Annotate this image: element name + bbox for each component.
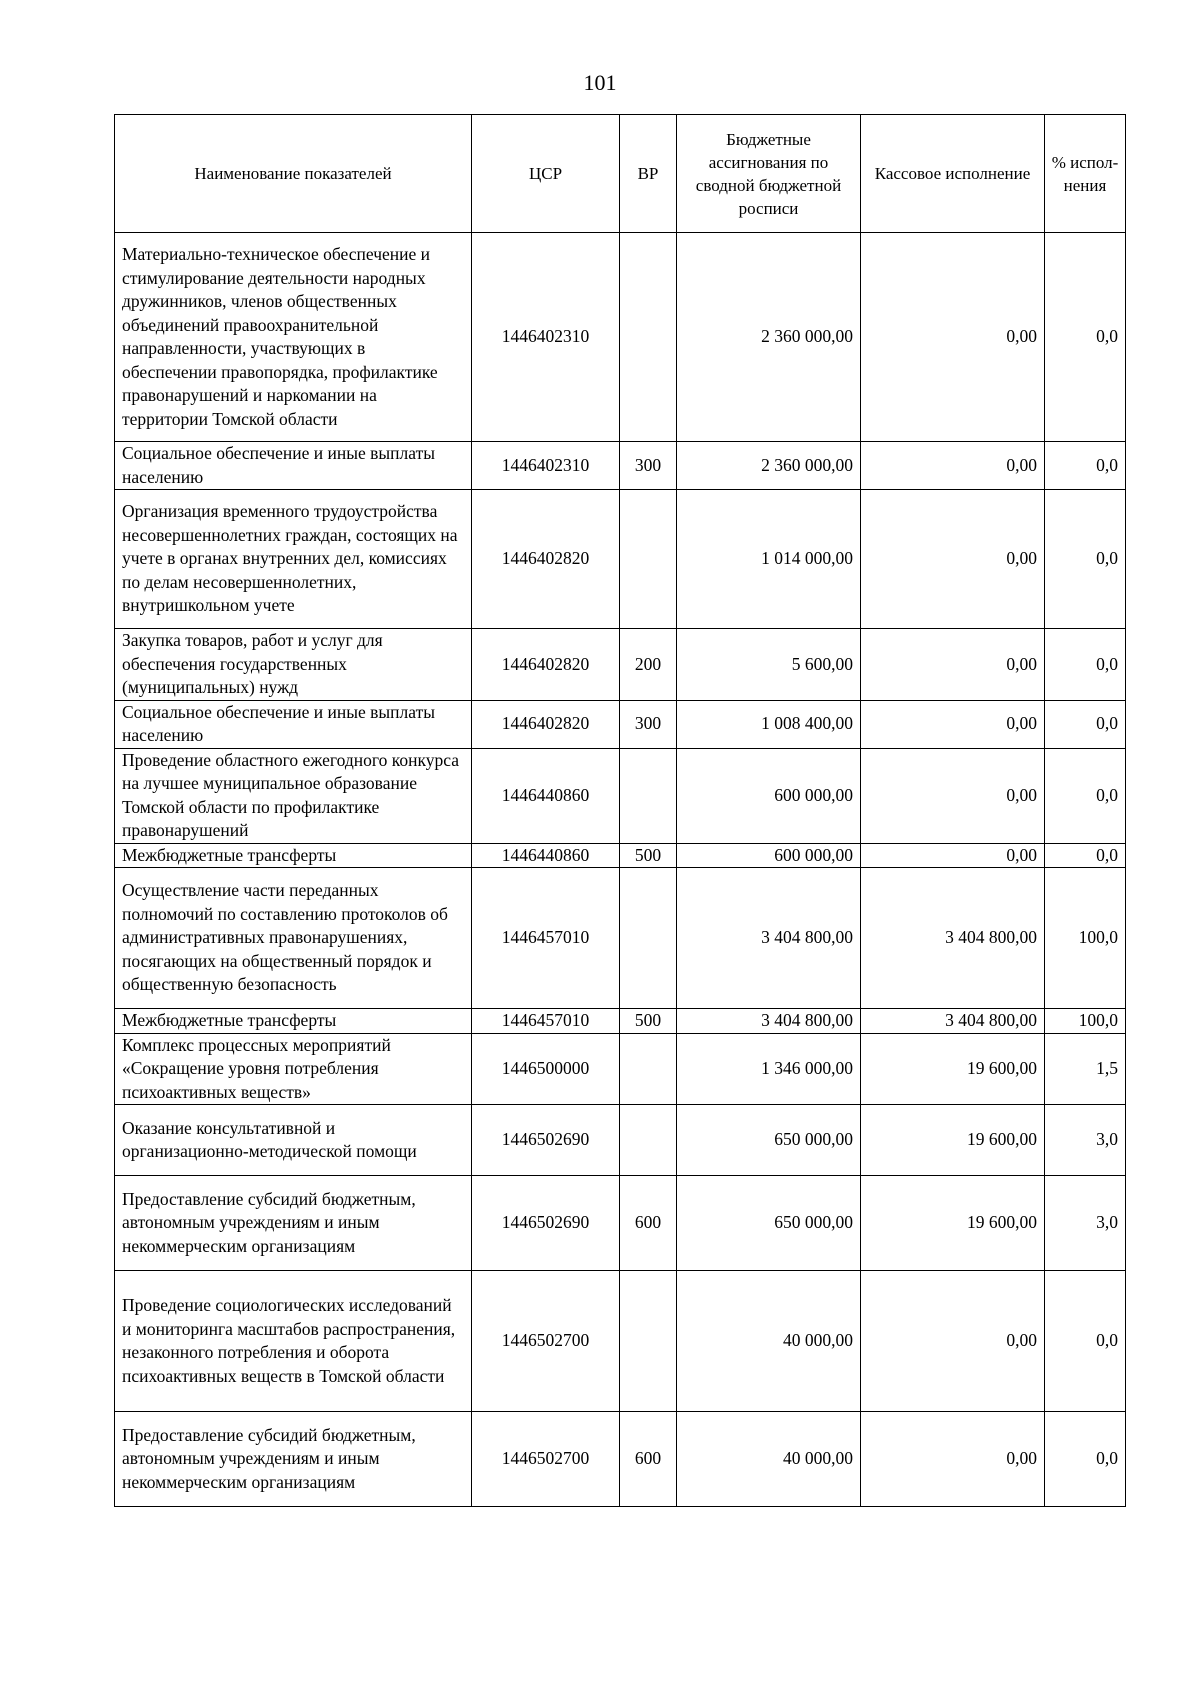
row-csr: 1446502690 bbox=[472, 1105, 620, 1176]
table-row bbox=[115, 490, 1126, 629]
row-csr: 1446502700 bbox=[472, 1271, 620, 1412]
row-csr: 1446440860 bbox=[472, 748, 620, 843]
table-row bbox=[115, 1412, 1126, 1507]
row-name: Осуществление части переданных полномочий по составлению протоколов об административных правонарушениях, посягающих на общественный порядок и общественную безопасность bbox=[115, 868, 472, 1009]
row-cash: 3 404 800,00 bbox=[861, 1009, 1045, 1034]
table-row bbox=[115, 1176, 1126, 1271]
row-name: Межбюджетные трансферты bbox=[115, 1009, 472, 1034]
row-cash: 19 600,00 bbox=[861, 1105, 1045, 1176]
row-csr: 1446402820 bbox=[472, 700, 620, 748]
row-csr: 1446502690 bbox=[472, 1176, 620, 1271]
budget-table bbox=[114, 114, 1126, 1507]
row-vr: 300 bbox=[620, 700, 677, 748]
row-name: Социальное обеспечение и иные выплаты населению bbox=[115, 442, 472, 490]
row-csr: 1446457010 bbox=[472, 868, 620, 1009]
row-vr bbox=[620, 1271, 677, 1412]
header-csr: ЦСР bbox=[472, 115, 620, 233]
row-vr bbox=[620, 1105, 677, 1176]
row-name: Организация временного трудоустройства несовершеннолетних граждан, состоящих на учете в органах внутренних дел, комиссиях по делам несовершеннолетних, внутришкольном учете bbox=[115, 490, 472, 629]
row-name: Закупка товаров, работ и услуг для обеспечения государственных (муниципальных) нужд bbox=[115, 629, 472, 701]
header-budget: Бюджетные ассигнования по сводной бюджетной росписи bbox=[677, 115, 861, 233]
row-pct: 100,0 bbox=[1045, 868, 1126, 1009]
row-csr: 1446402310 bbox=[472, 442, 620, 490]
row-cash: 0,00 bbox=[861, 442, 1045, 490]
row-name: Проведение областного ежегодного конкурса на лучшее муниципальное образование Томской области по профилактике правонарушений bbox=[115, 748, 472, 843]
row-cash: 0,00 bbox=[861, 233, 1045, 442]
row-vr bbox=[620, 490, 677, 629]
row-cash: 0,00 bbox=[861, 1271, 1045, 1412]
row-vr: 300 bbox=[620, 442, 677, 490]
row-csr: 1446402310 bbox=[472, 233, 620, 442]
row-name: Оказание консультативной и организационно-методической помощи bbox=[115, 1105, 472, 1176]
header-cash: Кассовое исполнение bbox=[861, 115, 1045, 233]
row-budget: 40 000,00 bbox=[677, 1271, 861, 1412]
row-pct: 0,0 bbox=[1045, 700, 1126, 748]
row-cash: 0,00 bbox=[861, 843, 1045, 868]
row-name: Материально-техническое обеспечение и стимулирование деятельности народных дружинников, членов общественных объединений правоохранительной направленности, участвующих в обеспечении правопорядка, профилактике правонарушений и наркомании на территории Томской области bbox=[115, 233, 472, 442]
row-budget: 2 360 000,00 bbox=[677, 233, 861, 442]
row-cash: 0,00 bbox=[861, 490, 1045, 629]
row-name: Комплекс процессных мероприятий «Сокращение уровня потребления психоактивных веществ» bbox=[115, 1033, 472, 1105]
row-budget: 2 360 000,00 bbox=[677, 442, 861, 490]
row-pct: 3,0 bbox=[1045, 1105, 1126, 1176]
row-vr: 600 bbox=[620, 1176, 677, 1271]
row-cash: 19 600,00 bbox=[861, 1176, 1045, 1271]
table-header-row bbox=[115, 115, 1126, 233]
row-vr: 200 bbox=[620, 629, 677, 701]
row-name: Социальное обеспечение и иные выплаты населению bbox=[115, 700, 472, 748]
row-cash: 0,00 bbox=[861, 1412, 1045, 1507]
row-name: Предоставление субсидий бюджетным, автономным учреждениям и иным некоммерческим организациям bbox=[115, 1412, 472, 1507]
row-budget: 600 000,00 bbox=[677, 748, 861, 843]
row-pct: 0,0 bbox=[1045, 233, 1126, 442]
table-row bbox=[115, 748, 1126, 843]
header-pct: % испол-нения bbox=[1045, 115, 1126, 233]
row-name: Межбюджетные трансферты bbox=[115, 843, 472, 868]
row-budget: 1 014 000,00 bbox=[677, 490, 861, 629]
row-budget: 1 346 000,00 bbox=[677, 1033, 861, 1105]
row-cash: 0,00 bbox=[861, 629, 1045, 701]
row-pct: 0,0 bbox=[1045, 490, 1126, 629]
row-name: Предоставление субсидий бюджетным, автономным учреждениям и иным некоммерческим организациям bbox=[115, 1176, 472, 1271]
row-pct: 0,0 bbox=[1045, 843, 1126, 868]
row-vr bbox=[620, 868, 677, 1009]
table-row bbox=[115, 1271, 1126, 1412]
row-csr: 1446440860 bbox=[472, 843, 620, 868]
row-cash: 0,00 bbox=[861, 748, 1045, 843]
page-number: 101 bbox=[583, 70, 617, 95]
row-csr: 1446500000 bbox=[472, 1033, 620, 1105]
row-cash: 19 600,00 bbox=[861, 1033, 1045, 1105]
table-row bbox=[115, 233, 1126, 442]
row-vr bbox=[620, 1033, 677, 1105]
row-budget: 40 000,00 bbox=[677, 1412, 861, 1507]
table-row bbox=[115, 1105, 1126, 1176]
row-pct: 100,0 bbox=[1045, 1009, 1126, 1034]
row-budget: 650 000,00 bbox=[677, 1105, 861, 1176]
row-vr: 600 bbox=[620, 1412, 677, 1507]
row-cash: 3 404 800,00 bbox=[861, 868, 1045, 1009]
row-budget: 650 000,00 bbox=[677, 1176, 861, 1271]
table-row bbox=[115, 1033, 1126, 1105]
table-row bbox=[115, 1009, 1126, 1034]
row-vr: 500 bbox=[620, 1009, 677, 1034]
row-budget: 5 600,00 bbox=[677, 629, 861, 701]
row-cash: 0,00 bbox=[861, 700, 1045, 748]
header-name: Наименование показателей bbox=[115, 115, 472, 233]
row-pct: 0,0 bbox=[1045, 629, 1126, 701]
row-pct: 0,0 bbox=[1045, 1412, 1126, 1507]
row-csr: 1446402820 bbox=[472, 629, 620, 701]
table-row bbox=[115, 868, 1126, 1009]
row-csr: 1446402820 bbox=[472, 490, 620, 629]
row-pct: 3,0 bbox=[1045, 1176, 1126, 1271]
row-budget: 3 404 800,00 bbox=[677, 1009, 861, 1034]
row-vr: 500 bbox=[620, 843, 677, 868]
row-pct: 0,0 bbox=[1045, 1271, 1126, 1412]
row-pct: 0,0 bbox=[1045, 442, 1126, 490]
row-vr bbox=[620, 233, 677, 442]
table-row bbox=[115, 700, 1126, 748]
table-row bbox=[115, 629, 1126, 701]
table-row bbox=[115, 442, 1126, 490]
row-csr: 1446502700 bbox=[472, 1412, 620, 1507]
row-pct: 1,5 bbox=[1045, 1033, 1126, 1105]
row-pct: 0,0 bbox=[1045, 748, 1126, 843]
table-row bbox=[115, 843, 1126, 868]
row-vr bbox=[620, 748, 677, 843]
row-csr: 1446457010 bbox=[472, 1009, 620, 1034]
header-vr: ВР bbox=[620, 115, 677, 233]
row-name: Проведение социологических исследований и мониторинга масштабов распространения, незаконного потребления и оборота психоактивных веществ в Томской области bbox=[115, 1271, 472, 1412]
row-budget: 600 000,00 bbox=[677, 843, 861, 868]
row-budget: 1 008 400,00 bbox=[677, 700, 861, 748]
row-budget: 3 404 800,00 bbox=[677, 868, 861, 1009]
